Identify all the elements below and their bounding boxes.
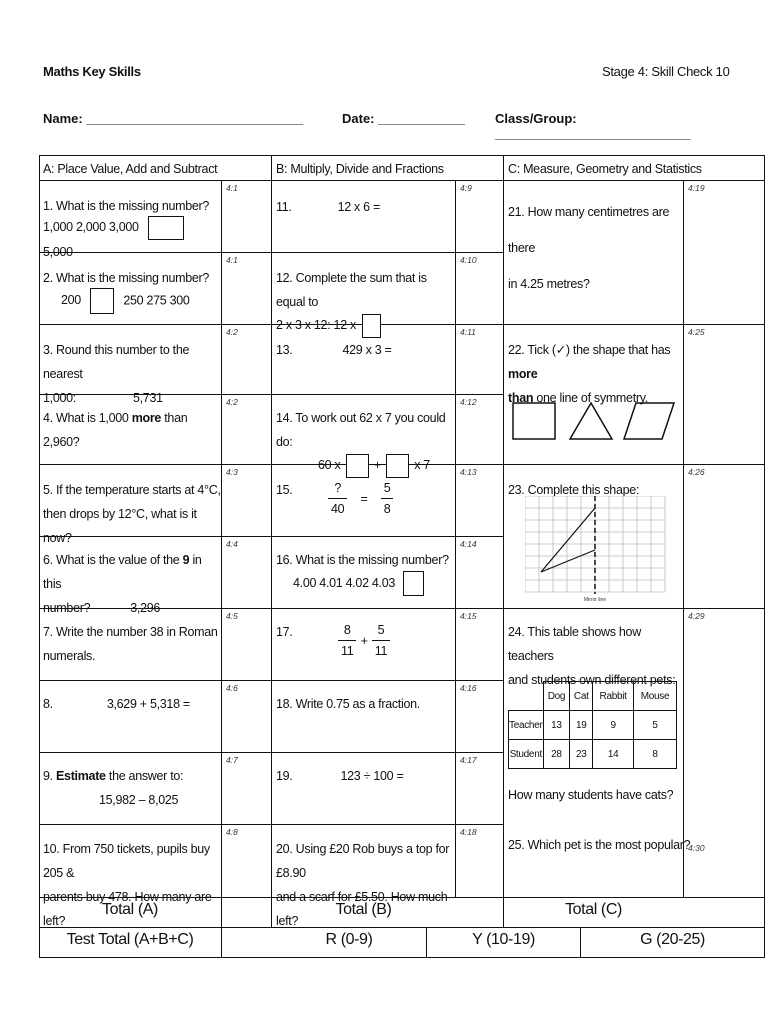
question-4: 4. What is 1,000 more than 2,960? — [43, 411, 188, 449]
total-c-score[interactable] — [684, 898, 764, 927]
question-23: 23. Complete this shape: — [508, 483, 640, 497]
question-22: 22. Tick (✓) the shape that has more than one line of symmetry. — [508, 343, 671, 405]
symmetry-shapes — [508, 398, 683, 444]
pet-table-header — [509, 682, 677, 711]
fraction-expression-q15: $\frac{?}{40}$ = $\frac{5}{8}$ — [328, 478, 393, 519]
class-group-field[interactable]: Class/Group: ___________________________ — [495, 111, 691, 141]
total-b-label: Total (B) — [335, 901, 392, 918]
question-11: 11. 12 x 6 = — [276, 200, 380, 214]
code-q2: 4:1 — [226, 255, 238, 265]
code-q21: 4:19 — [688, 183, 705, 193]
code-q22: 4:25 — [688, 327, 705, 337]
code-q9: 4:7 — [226, 755, 238, 765]
code-q17: 4:15 — [460, 611, 477, 621]
answer-box-q1[interactable] — [148, 216, 184, 240]
code-q10: 4:8 — [226, 827, 238, 837]
question-15: 15. — [276, 483, 293, 497]
code-q3: 4:2 — [226, 327, 238, 337]
header-dog: Dog — [543, 682, 570, 711]
question-17: 17. — [276, 625, 293, 639]
question-13: 13. 429 x 3 = — [276, 343, 392, 357]
question-2: 2. What is the missing number? 200 250 275 300 — [43, 266, 221, 314]
mirror-line-label: Mirror line — [583, 597, 607, 602]
question-24: 24. This table shows how teachers and students own different pets: — [508, 625, 676, 687]
table-row: Teacher 13 19 9 5 — [509, 711, 677, 740]
answer-box-q2[interactable] — [90, 288, 114, 314]
header-rabbit: Rabbit — [593, 682, 634, 711]
name-field[interactable]: Name: ______________________________ — [43, 111, 304, 126]
total-a-score[interactable] — [222, 898, 271, 927]
question-14: 14. To work out 62 x 7 you could do: 60 x + x 7 — [276, 406, 454, 478]
half-shape — [541, 508, 595, 572]
code-q16: 4:14 — [460, 539, 477, 549]
skill-check-title: Stage 4: Skill Check 10 — [602, 64, 730, 79]
header-cat: Cat — [570, 682, 593, 711]
question-5: 5. If the temperature starts at 4°C, then drops by 12°C, what is it now? — [43, 483, 221, 545]
fraction-expression-q17: $\frac{8}{11}$ + $\frac{5}{11}$ — [338, 620, 390, 661]
answer-box-q12[interactable] — [362, 314, 381, 338]
parallelogram-shape[interactable] — [624, 403, 674, 439]
code-q12: 4:10 — [460, 255, 477, 265]
question-18: 18. Write 0.75 as a fraction. — [276, 697, 420, 711]
code-q15: 4:13 — [460, 467, 477, 477]
question-9: 9. Estimate the answer to: 15,982 – 8,025 — [43, 769, 184, 807]
question-3: 3. Round this number to the nearest 1,000: 5,731 — [43, 343, 190, 405]
band-yellow-label: Y (10-19) — [472, 931, 535, 948]
code-q23: 4:26 — [688, 467, 705, 477]
table-row: Student 28 23 14 8 — [509, 740, 677, 769]
code-q6: 4:4 — [226, 539, 238, 549]
question-25: 25. Which pet is the most popular? — [508, 838, 691, 852]
question-1: 1. What is the missing number? 1,000 2,000 3,000 5,000 — [43, 199, 210, 259]
question-24-prompt: How many students have cats? — [508, 788, 674, 802]
code-q11: 4:9 — [460, 183, 472, 193]
question-10: 10. From 750 tickets, pupils buy 205 & parents buy 478. How many are left? — [43, 842, 212, 928]
question-8: 8. 3,629 + 5,318 = — [43, 697, 190, 711]
code-q20: 4:18 — [460, 827, 477, 837]
question-16: 16. What is the missing number? 4.00 4.01 4.02 4.03 — [276, 548, 454, 596]
answer-box-q14a[interactable] — [346, 454, 369, 478]
code-q4: 4:2 — [226, 397, 238, 407]
answer-box-q14b[interactable] — [386, 454, 409, 478]
test-total-label: Test Total (A+B+C) — [66, 931, 194, 948]
band-red-label: R (0-9) — [325, 931, 373, 948]
answer-box-q16[interactable] — [403, 571, 424, 596]
code-q18: 4:16 — [460, 683, 477, 693]
code-q14: 4:12 — [460, 397, 477, 407]
test-total-score[interactable] — [222, 928, 271, 957]
band-green-label: G (20-25) — [640, 931, 705, 948]
date-field[interactable]: Date: ____________ — [342, 111, 465, 126]
question-19: 19. 123 ÷ 100 = — [276, 769, 404, 783]
code-q24: 4:29 — [688, 611, 705, 621]
column-header-a: A: Place Value, Add and Subtract — [43, 162, 218, 176]
code-q7: 4:5 — [226, 611, 238, 621]
question-6: 6. What is the value of the 9 in this number? 3,296 — [43, 553, 202, 615]
code-q25: 4:30 — [688, 843, 705, 853]
code-q19: 4:17 — [460, 755, 477, 765]
code-q8: 4:6 — [226, 683, 238, 693]
pet-table — [508, 681, 677, 769]
question-21: 21. How many centimetres are there in 4.25 metres? — [508, 205, 670, 291]
total-c-label: Total (C) — [565, 901, 622, 918]
total-b-score[interactable] — [456, 898, 503, 927]
rectangle-shape[interactable] — [513, 403, 555, 439]
question-12: 12. Complete the sum that is equal to 2 x 3 x 12: 12 x — [276, 266, 454, 338]
total-a-label: Total (A) — [102, 901, 158, 918]
header-mouse: Mouse — [634, 682, 677, 711]
column-header-b: B: Multiply, Divide and Fractions — [276, 162, 444, 176]
document-title: Maths Key Skills — [43, 64, 141, 79]
code-q5: 4:3 — [226, 467, 238, 477]
mirror-grid — [525, 496, 667, 602]
code-q13: 4:11 — [460, 327, 476, 337]
question-20: 20. Using £20 Rob buys a top for £8.90 and a scarf for £5.50. How much left? — [276, 842, 450, 928]
code-q1: 4:1 — [226, 183, 238, 193]
column-header-c: C: Measure, Geometry and Statistics — [508, 162, 702, 176]
triangle-shape[interactable] — [570, 403, 612, 439]
question-7: 7. Write the number 38 in Roman numerals. — [43, 625, 218, 663]
